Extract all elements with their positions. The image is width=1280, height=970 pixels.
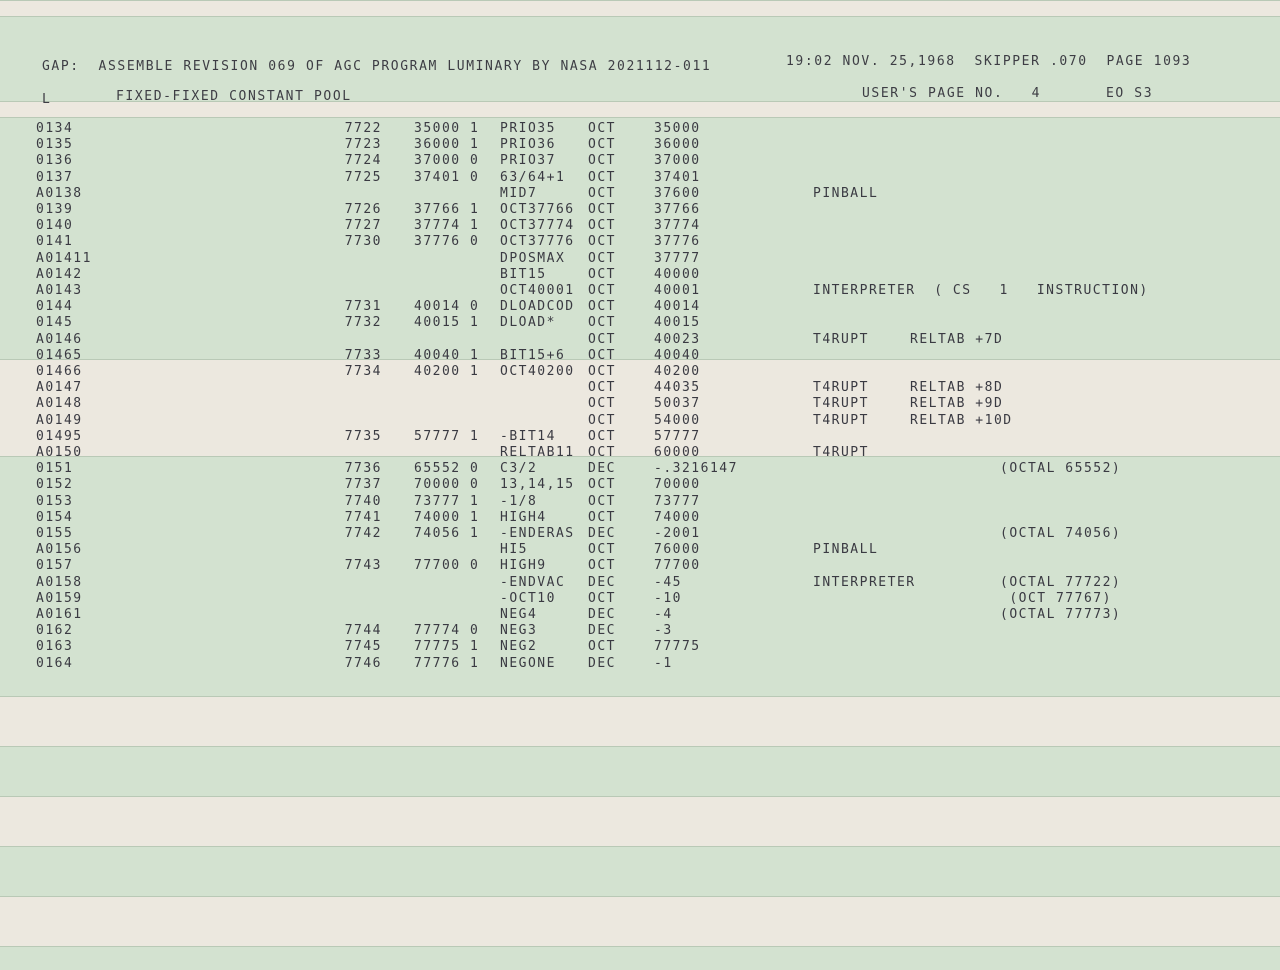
listing-operand-value: 54000 — [654, 412, 701, 428]
listing-opcode: OCT — [588, 542, 616, 558]
listing-address: 0141 — [36, 234, 74, 250]
listing-word-value: 65552 0 — [414, 461, 480, 477]
listing-symbol-label: -1/8 — [500, 493, 538, 509]
listing-symbol-label: DLOADCOD — [500, 299, 575, 315]
listing-word-value: 57777 1 — [414, 428, 480, 444]
listing-address: 0137 — [36, 169, 74, 185]
listing-address: 0151 — [36, 461, 74, 477]
listing-word-value: 37774 1 — [414, 218, 480, 234]
listing-symbol-label: NEG4 — [500, 607, 538, 622]
listing-location: 7731 — [344, 299, 382, 315]
listing-address: A01411 — [36, 250, 92, 266]
listing-address: 0134 — [36, 121, 74, 136]
listing-location: 7742 — [344, 526, 382, 541]
listing-operand-value: 60000 — [654, 445, 701, 460]
listing-operand-value: 40040 — [654, 347, 701, 363]
listing-operand-value: -2001 — [654, 526, 701, 541]
listing-symbol-label: 63/64+1 — [500, 169, 566, 185]
listing-operand-value: 40000 — [654, 266, 701, 282]
listing-symbol-label: NEG3 — [500, 623, 538, 639]
listing-opcode: OCT — [588, 234, 616, 250]
listing-address: 01495 — [36, 428, 83, 444]
listing-opcode: OCT — [588, 283, 616, 298]
listing-word-value: 35000 1 — [414, 121, 480, 136]
listing-operand-value: 37600 — [654, 185, 701, 201]
listing-address: A0138 — [36, 185, 83, 201]
paper-stripe — [0, 746, 1280, 797]
listing-comment-octal: (OCTAL 65552) — [1000, 461, 1122, 477]
listing-symbol-label: OCT37774 — [500, 218, 575, 234]
listing-opcode: OCT — [588, 202, 616, 217]
listing-address: A0146 — [36, 331, 83, 347]
listing-opcode: OCT — [588, 509, 616, 525]
listing-operand-value: 40015 — [654, 315, 701, 331]
listing-opcode: OCT — [588, 218, 616, 234]
listing-operand-value: -3 — [654, 623, 673, 639]
listing-operand-value: 37774 — [654, 218, 701, 234]
listing-location: 7744 — [344, 623, 382, 639]
listing-symbol-label: HIGH4 — [500, 509, 547, 525]
listing-address: 01465 — [36, 347, 83, 363]
paper-stripe — [0, 846, 1280, 897]
listing-location: 7734 — [344, 364, 382, 379]
listing-opcode: DEC — [588, 623, 616, 639]
listing-address: 0164 — [36, 655, 74, 671]
listing-comment: T4RUPT — [813, 412, 869, 428]
assembly-title: GAP: ASSEMBLE REVISION 069 OF AGC PROGRAM LUMINARY BY NASA 2021112-011 — [42, 59, 712, 74]
listing-operand-value: 40023 — [654, 331, 701, 347]
listing-address: A0147 — [36, 380, 83, 396]
listing-location: 7746 — [344, 655, 382, 671]
listing-opcode: OCT — [588, 396, 616, 412]
listing-word-value: 37776 0 — [414, 234, 480, 250]
listing-operand-value: 70000 — [654, 477, 701, 493]
listing-location: 7732 — [344, 315, 382, 331]
listing-location: 7741 — [344, 509, 382, 525]
listing-opcode: OCT — [588, 558, 616, 574]
listing-symbol-label: NEG2 — [500, 639, 538, 655]
listing-location: 7730 — [344, 234, 382, 250]
listing-address: 0163 — [36, 639, 74, 655]
listing-symbol-label: -ENDVAC — [500, 574, 566, 590]
listing-symbol-label: PRIO35 — [500, 121, 556, 136]
eo-code: EO S3 — [1106, 86, 1154, 101]
listing-word-value: 77775 1 — [414, 639, 480, 655]
listing-comment-octal: (OCTAL 77722) — [1000, 574, 1122, 590]
listing-opcode: OCT — [588, 121, 616, 136]
listing-symbol-label: OCT40001 — [500, 283, 575, 298]
listing-symbol-label: PRIO36 — [500, 137, 556, 153]
paper-stripe — [0, 796, 1280, 847]
listing-address: A0143 — [36, 283, 83, 298]
listing-opcode: OCT — [588, 315, 616, 331]
listing-symbol-label: BIT15+6 — [500, 347, 566, 363]
listing-symbol-label: 13,14,15 — [500, 477, 575, 493]
listing-opcode: OCT — [588, 153, 616, 169]
listing-symbol-label: C3/2 — [500, 461, 538, 477]
listing-opcode: OCT — [588, 380, 616, 396]
listing-word-value: 40014 0 — [414, 299, 480, 315]
listing-location: 7723 — [344, 137, 382, 153]
listing-opcode: OCT — [588, 364, 616, 379]
listing-symbol-label: -ENDERAS — [500, 526, 575, 541]
listing-address: A0158 — [36, 574, 83, 590]
listing-comment-detail: RELTAB +8D — [910, 380, 1004, 396]
listing-address: 0140 — [36, 218, 74, 234]
listing-address: 0162 — [36, 623, 74, 639]
listing-opcode: OCT — [588, 299, 616, 315]
listing-operand-value: 76000 — [654, 542, 701, 558]
listing-address: A0161 — [36, 607, 83, 622]
paper-stripe — [0, 359, 1280, 457]
assembly-datestamp: 19:02 NOV. 25,1968 SKIPPER .070 PAGE 1093 — [786, 54, 1192, 69]
listing-opcode: OCT — [588, 412, 616, 428]
listing-word-value: 77776 1 — [414, 655, 480, 671]
listing-comment-detail: RELTAB +9D — [910, 396, 1004, 412]
listing-operand-value: 37777 — [654, 250, 701, 266]
listing-operand-value: 77775 — [654, 639, 701, 655]
listing-symbol-label: OCT37776 — [500, 234, 575, 250]
listing-symbol-label: -BIT14 — [500, 428, 556, 444]
listing-symbol-label: MID7 — [500, 185, 538, 201]
listing-symbol-label: DPOSMAX — [500, 250, 566, 266]
listing-address: 0139 — [36, 202, 74, 217]
listing-location: 7726 — [344, 202, 382, 217]
listing-operand-value: -4 — [654, 607, 673, 622]
listing-operand-value: 37000 — [654, 153, 701, 169]
listing-opcode: OCT — [588, 250, 616, 266]
listing-comment: PINBALL — [813, 542, 879, 558]
listing-location: 7727 — [344, 218, 382, 234]
listing-address: A0149 — [36, 412, 83, 428]
listing-location: 7725 — [344, 169, 382, 185]
listing-opcode: OCT — [588, 331, 616, 347]
listing-operand-value: 74000 — [654, 509, 701, 525]
listing-comment-octal: (OCT 77767) — [1000, 590, 1112, 606]
listing-opcode: DEC — [588, 574, 616, 590]
listing-comment-octal: (OCTAL 74056) — [1000, 526, 1122, 541]
listing-comment: T4RUPT — [813, 331, 869, 347]
listing-comment: INTERPRETER ( CS 1 INSTRUCTION) — [813, 283, 1149, 298]
listing-comment-detail: RELTAB +7D — [910, 331, 1004, 347]
listing-opcode: DEC — [588, 655, 616, 671]
listing-address: 0155 — [36, 526, 74, 541]
listing-opcode: DEC — [588, 526, 616, 541]
listing-address: 0135 — [36, 137, 74, 153]
paper-stripe — [0, 696, 1280, 747]
listing-address: A0150 — [36, 445, 83, 460]
listing-symbol-label: OCT37766 — [500, 202, 575, 217]
listing-opcode: OCT — [588, 590, 616, 606]
listing-operand-value: -10 — [654, 590, 682, 606]
listing-operand-value: 36000 — [654, 137, 701, 153]
listing-word-value: 74056 1 — [414, 526, 480, 541]
listing-word-value: 40040 1 — [414, 347, 480, 363]
listing-operand-value: -45 — [654, 574, 682, 590]
listing-address: 01466 — [36, 364, 83, 379]
listing-symbol-label: RELTAB11 — [500, 445, 575, 460]
listing-address: 0136 — [36, 153, 74, 169]
paper-stripe — [0, 0, 1280, 17]
listing-word-value: 37000 0 — [414, 153, 480, 169]
paper-stripe — [0, 117, 1280, 360]
listing-operand-value: 35000 — [654, 121, 701, 136]
listing-opcode: OCT — [588, 445, 616, 460]
listing-address: 0154 — [36, 509, 74, 525]
listing-opcode: OCT — [588, 137, 616, 153]
listing-location: 7740 — [344, 493, 382, 509]
listing-address: 0144 — [36, 299, 74, 315]
listing-opcode: OCT — [588, 428, 616, 444]
listing-comment-detail: RELTAB +10D — [910, 412, 1013, 428]
listing-symbol-label: NEGONE — [500, 655, 556, 671]
listing-comment-octal: (OCTAL 77773) — [1000, 607, 1122, 622]
listing-location: 7722 — [344, 121, 382, 136]
paper-stripe — [0, 896, 1280, 947]
listing-operand-value: -.3216147 — [654, 461, 738, 477]
listing-comment: INTERPRETER — [813, 574, 916, 590]
listing-word-value: 70000 0 — [414, 477, 480, 493]
listing-comment: T4RUPT — [813, 445, 869, 460]
listing-location: 7733 — [344, 347, 382, 363]
listing-operand-value: 50037 — [654, 396, 701, 412]
listing-location: 7736 — [344, 461, 382, 477]
listing-operand-value: 40001 — [654, 283, 701, 298]
listing-address: A0148 — [36, 396, 83, 412]
listing-comment: T4RUPT — [813, 380, 869, 396]
section-title: FIXED-FIXED CONSTANT POOL — [116, 89, 352, 104]
section-mark: L — [42, 92, 52, 107]
listing-opcode: OCT — [588, 493, 616, 509]
listing-opcode: OCT — [588, 347, 616, 363]
listing-opcode: OCT — [588, 266, 616, 282]
listing-opcode: OCT — [588, 477, 616, 493]
listing-operand-value: 37401 — [654, 169, 701, 185]
listing-operand-value: 77700 — [654, 558, 701, 574]
listing-location: 7745 — [344, 639, 382, 655]
listing-comment: PINBALL — [813, 185, 879, 201]
listing-word-value: 37401 0 — [414, 169, 480, 185]
listing-address: A0142 — [36, 266, 83, 282]
listing-word-value: 73777 1 — [414, 493, 480, 509]
listing-operand-value: 57777 — [654, 428, 701, 444]
listing-address: 0153 — [36, 493, 74, 509]
listing-address: A0156 — [36, 542, 83, 558]
listing-location: 7737 — [344, 477, 382, 493]
listing-word-value: 37766 1 — [414, 202, 480, 217]
listing-operand-value: -1 — [654, 655, 673, 671]
listing-operand-value: 44035 — [654, 380, 701, 396]
listing-operand-value: 40014 — [654, 299, 701, 315]
listing-symbol-label: HIGH9 — [500, 558, 547, 574]
listing-word-value: 74000 1 — [414, 509, 480, 525]
listing-word-value: 40200 1 — [414, 364, 480, 379]
listing-opcode: OCT — [588, 639, 616, 655]
listing-opcode: OCT — [588, 185, 616, 201]
listing-operand-value: 37776 — [654, 234, 701, 250]
users-page-number: USER'S PAGE NO. 4 — [862, 86, 1042, 101]
listing-operand-value: 37766 — [654, 202, 701, 217]
listing-address: 0157 — [36, 558, 74, 574]
listing-symbol-label: -OCT10 — [500, 590, 556, 606]
listing-symbol-label: OCT40200 — [500, 364, 575, 379]
paper-stripe — [0, 946, 1280, 970]
listing-location: 7724 — [344, 153, 382, 169]
listing-symbol-label: PRIO37 — [500, 153, 556, 169]
listing-symbol-label: HI5 — [500, 542, 528, 558]
listing-symbol-label: BIT15 — [500, 266, 547, 282]
listing-opcode: OCT — [588, 169, 616, 185]
listing-location: 7735 — [344, 428, 382, 444]
listing-address: 0145 — [36, 315, 74, 331]
listing-address: A0159 — [36, 590, 83, 606]
listing-word-value: 40015 1 — [414, 315, 480, 331]
listing-word-value: 77700 0 — [414, 558, 480, 574]
listing-operand-value: 73777 — [654, 493, 701, 509]
listing-opcode: DEC — [588, 461, 616, 477]
listing-opcode: DEC — [588, 607, 616, 622]
listing-operand-value: 40200 — [654, 364, 701, 379]
listing-word-value: 36000 1 — [414, 137, 480, 153]
listing-address: 0152 — [36, 477, 74, 493]
listing-location: 7743 — [344, 558, 382, 574]
listing-comment: T4RUPT — [813, 396, 869, 412]
listing-word-value: 77774 0 — [414, 623, 480, 639]
listing-symbol-label: DLOAD* — [500, 315, 556, 331]
